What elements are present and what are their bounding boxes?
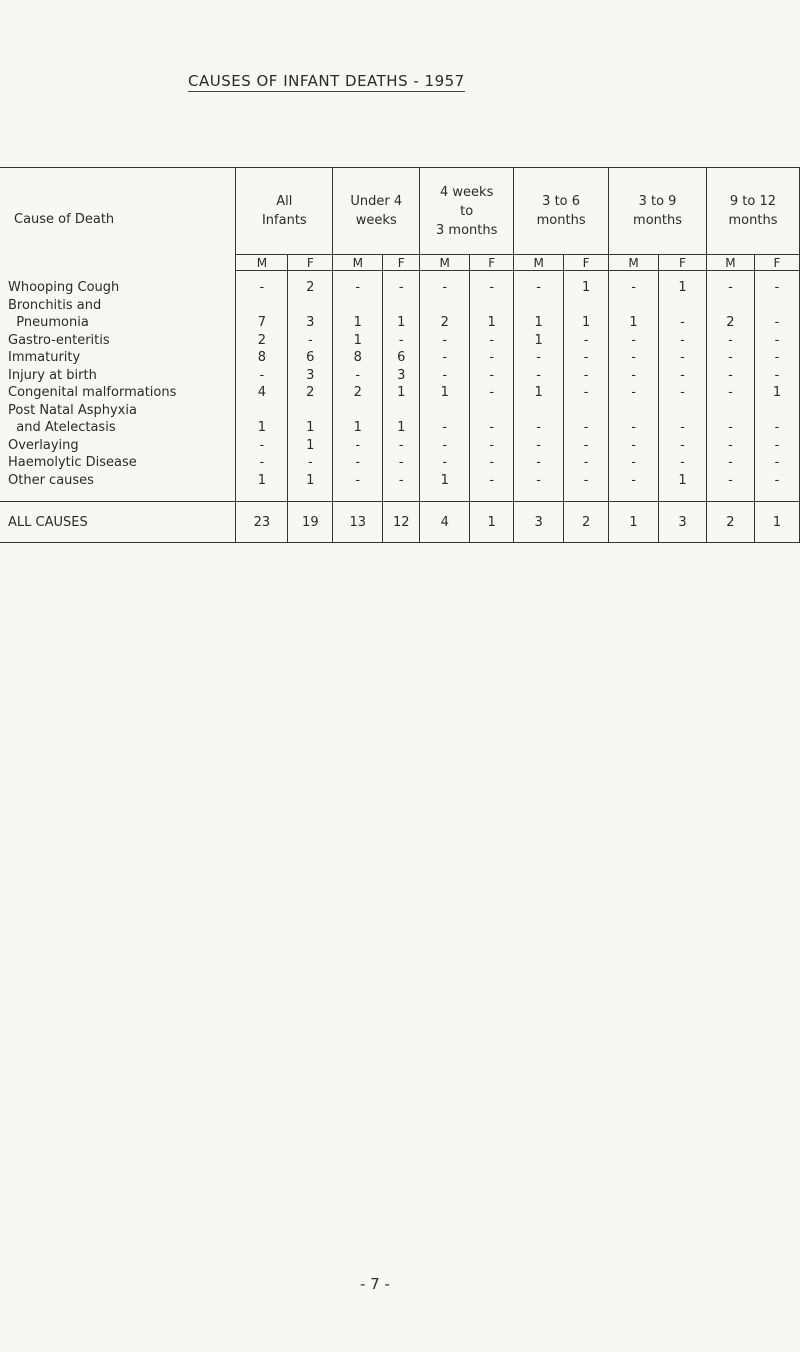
age-group-header (514, 168, 609, 255)
count-cell: - (609, 367, 659, 385)
count-cell: - (754, 314, 799, 332)
total-cell: 1 (470, 502, 514, 543)
count-cell: 1 (470, 314, 514, 332)
age-group-header-line: to (460, 203, 474, 219)
count-cell: - (754, 472, 799, 502)
count-cell: 6 (288, 349, 333, 367)
count-cell: - (383, 472, 420, 502)
count-cell: - (659, 314, 707, 332)
female-column-header: F (564, 255, 609, 271)
count-cell: - (420, 454, 470, 472)
count-cell: - (659, 419, 707, 437)
page-title: CAUSES OF INFANT DEATHS - 1957 (188, 72, 465, 90)
count-cell: - (383, 271, 420, 297)
count-cell: - (333, 472, 383, 502)
count-cell: - (470, 437, 514, 455)
cause-label: and Atelectasis (0, 419, 236, 437)
male-column-header: M (514, 255, 564, 271)
count-cell: 1 (754, 384, 799, 402)
count-cell (706, 297, 754, 315)
count-cell: 1 (236, 472, 288, 502)
count-cell: - (564, 437, 609, 455)
count-cell: 1 (420, 384, 470, 402)
count-cell: - (470, 419, 514, 437)
count-cell: - (420, 367, 470, 385)
count-cell: 2 (706, 314, 754, 332)
count-cell: - (420, 349, 470, 367)
count-cell: - (514, 349, 564, 367)
female-column-header: F (288, 255, 333, 271)
count-cell: 1 (288, 419, 333, 437)
count-cell (564, 297, 609, 315)
count-cell: 7 (236, 314, 288, 332)
count-cell: - (609, 454, 659, 472)
count-cell: 1 (564, 271, 609, 297)
count-cell (383, 297, 420, 315)
count-cell: - (236, 271, 288, 297)
cause-label: Congenital malformations (0, 384, 236, 402)
count-cell: - (383, 454, 420, 472)
count-cell: 1 (383, 419, 420, 437)
count-cell: - (659, 454, 707, 472)
count-cell (706, 402, 754, 420)
count-cell: - (659, 332, 707, 350)
count-cell: - (470, 472, 514, 502)
total-cell: 19 (288, 502, 333, 543)
count-cell: - (514, 419, 564, 437)
count-cell (659, 402, 707, 420)
count-cell: - (383, 332, 420, 350)
age-group-header-line: 3 months (436, 222, 498, 238)
count-cell: 1 (659, 472, 707, 502)
count-cell: - (609, 384, 659, 402)
table-row (0, 419, 800, 437)
count-cell: - (754, 367, 799, 385)
count-cell: 8 (333, 349, 383, 367)
count-cell (288, 297, 333, 315)
count-cell: - (609, 271, 659, 297)
count-cell: - (564, 349, 609, 367)
total-cell: 23 (236, 502, 288, 543)
count-cell: - (383, 437, 420, 455)
count-cell: - (420, 419, 470, 437)
count-cell: - (288, 332, 333, 350)
count-cell (333, 297, 383, 315)
cause-label: Post Natal Asphyxia (0, 402, 236, 420)
count-cell: - (609, 437, 659, 455)
count-cell: - (470, 384, 514, 402)
count-cell (609, 297, 659, 315)
male-column-header: M (420, 255, 470, 271)
total-cell: 2 (706, 502, 754, 543)
count-cell: 1 (236, 419, 288, 437)
count-cell: - (706, 367, 754, 385)
cause-label: Whooping Cough (0, 271, 236, 297)
total-cell: 12 (383, 502, 420, 543)
count-cell: - (706, 437, 754, 455)
cause-label: Gastro-enteritis (0, 332, 236, 350)
table-row (0, 472, 800, 502)
age-group-header-line: 3 to 6 (542, 194, 581, 209)
table-row (0, 332, 800, 350)
count-cell: 1 (514, 384, 564, 402)
count-cell (514, 297, 564, 315)
table-row (0, 297, 800, 315)
count-cell: - (706, 454, 754, 472)
count-cell: - (333, 271, 383, 297)
count-cell: 1 (514, 332, 564, 350)
count-cell: 1 (288, 472, 333, 502)
count-cell (470, 297, 514, 315)
age-group-header-line: 3 to 9 (638, 194, 677, 209)
page-number: - 7 - (360, 1275, 390, 1293)
count-cell: - (470, 349, 514, 367)
count-cell: - (754, 419, 799, 437)
total-row (0, 502, 800, 543)
count-cell: - (333, 454, 383, 472)
count-cell (609, 402, 659, 420)
count-cell: 1 (564, 314, 609, 332)
table-row (0, 437, 800, 455)
count-cell: - (659, 367, 707, 385)
male-column-header: M (706, 255, 754, 271)
cause-column-header: Cause of Death (0, 168, 236, 271)
table-row (0, 367, 800, 385)
count-cell: - (564, 332, 609, 350)
count-cell: 3 (383, 367, 420, 385)
count-cell: - (706, 472, 754, 502)
count-cell: - (754, 332, 799, 350)
count-cell: - (420, 271, 470, 297)
count-cell: 1 (514, 314, 564, 332)
count-cell: - (564, 419, 609, 437)
female-column-header: F (754, 255, 799, 271)
age-group-header-line: weeks (355, 213, 397, 228)
count-cell: 3 (288, 314, 333, 332)
count-cell: - (470, 454, 514, 472)
cause-label: Injury at birth (0, 367, 236, 385)
count-cell: - (514, 271, 564, 297)
count-cell (420, 402, 470, 420)
female-column-header: F (659, 255, 707, 271)
age-group-header-line: 4 weeks (440, 184, 494, 200)
count-cell: 1 (333, 419, 383, 437)
count-cell: - (333, 367, 383, 385)
count-cell (383, 402, 420, 420)
count-cell: - (564, 472, 609, 502)
cause-label: Immaturity (0, 349, 236, 367)
total-cell: 4 (420, 502, 470, 543)
count-cell: - (754, 454, 799, 472)
count-cell: 1 (333, 314, 383, 332)
table-row (0, 349, 800, 367)
count-cell (659, 297, 707, 315)
count-cell: - (564, 384, 609, 402)
age-group-header-line: Under 4 (350, 194, 403, 209)
count-cell: - (470, 271, 514, 297)
count-cell (420, 297, 470, 315)
cause-label: Bronchitis and (0, 297, 236, 315)
count-cell (333, 402, 383, 420)
count-cell: - (236, 367, 288, 385)
count-cell: - (236, 454, 288, 472)
count-cell: - (754, 437, 799, 455)
cause-label: Pneumonia (0, 314, 236, 332)
total-cell: 3 (659, 502, 707, 543)
count-cell: - (706, 332, 754, 350)
count-cell: - (470, 332, 514, 350)
count-cell: - (236, 437, 288, 455)
count-cell: 6 (383, 349, 420, 367)
age-group-header-line: All (276, 194, 293, 209)
count-cell: 1 (420, 472, 470, 502)
count-cell: 1 (659, 271, 707, 297)
count-cell: - (754, 271, 799, 297)
male-column-header: M (333, 255, 383, 271)
total-cell: 1 (609, 502, 659, 543)
cause-label: Other causes (0, 472, 236, 502)
infant-deaths-table (0, 167, 800, 543)
table-row (0, 271, 800, 297)
count-cell: 2 (288, 384, 333, 402)
male-column-header: M (236, 255, 288, 271)
female-column-header: F (383, 255, 420, 271)
age-group-header-line: months (633, 213, 682, 228)
count-cell (288, 402, 333, 420)
count-cell: 1 (288, 437, 333, 455)
total-cell: 3 (514, 502, 564, 543)
total-label: ALL CAUSES (0, 502, 236, 543)
count-cell (514, 402, 564, 420)
count-cell: - (514, 367, 564, 385)
count-cell (564, 402, 609, 420)
count-cell: 1 (383, 314, 420, 332)
count-cell: - (514, 437, 564, 455)
count-cell: - (609, 349, 659, 367)
count-cell: 4 (236, 384, 288, 402)
count-cell: - (288, 454, 333, 472)
age-group-header-line: 9 to 12 (729, 194, 777, 209)
count-cell: - (706, 349, 754, 367)
count-cell: - (706, 271, 754, 297)
count-cell: - (706, 419, 754, 437)
count-cell: - (333, 437, 383, 455)
count-cell (236, 297, 288, 315)
count-cell: 1 (333, 332, 383, 350)
cause-label: Overlaying (0, 437, 236, 455)
age-group-header-line: Infants (261, 213, 307, 228)
age-group-header (420, 168, 514, 255)
count-cell: - (659, 384, 707, 402)
count-cell: 2 (288, 271, 333, 297)
age-group-header-line: months (728, 213, 778, 228)
count-cell: - (609, 472, 659, 502)
count-cell: 1 (609, 314, 659, 332)
count-cell: 3 (288, 367, 333, 385)
age-group-header-line: months (536, 213, 586, 228)
count-cell: - (659, 437, 707, 455)
count-cell (236, 402, 288, 420)
count-cell: - (514, 454, 564, 472)
count-cell: - (564, 454, 609, 472)
cause-label: Haemolytic Disease (0, 454, 236, 472)
table-row (0, 402, 800, 420)
count-cell (470, 402, 514, 420)
count-cell: - (514, 472, 564, 502)
total-cell: 2 (564, 502, 609, 543)
age-group-header (333, 168, 420, 255)
count-cell: - (420, 332, 470, 350)
table-row (0, 454, 800, 472)
age-group-header (609, 168, 707, 255)
total-cell: 1 (754, 502, 799, 543)
count-cell: 2 (236, 332, 288, 350)
count-cell: - (470, 367, 514, 385)
count-cell: 2 (420, 314, 470, 332)
count-cell: - (609, 419, 659, 437)
count-cell: - (659, 349, 707, 367)
count-cell: - (564, 367, 609, 385)
count-cell: - (609, 332, 659, 350)
table-row (0, 314, 800, 332)
male-column-header: M (609, 255, 659, 271)
count-cell (754, 402, 799, 420)
count-cell: 8 (236, 349, 288, 367)
count-cell: 1 (383, 384, 420, 402)
count-cell: - (420, 437, 470, 455)
table-row (0, 384, 800, 402)
count-cell (754, 297, 799, 315)
female-column-header: F (470, 255, 514, 271)
count-cell: 2 (333, 384, 383, 402)
total-cell: 13 (333, 502, 383, 543)
age-group-header (706, 168, 799, 255)
count-cell: - (754, 349, 799, 367)
count-cell: - (706, 384, 754, 402)
age-group-header (236, 168, 333, 255)
